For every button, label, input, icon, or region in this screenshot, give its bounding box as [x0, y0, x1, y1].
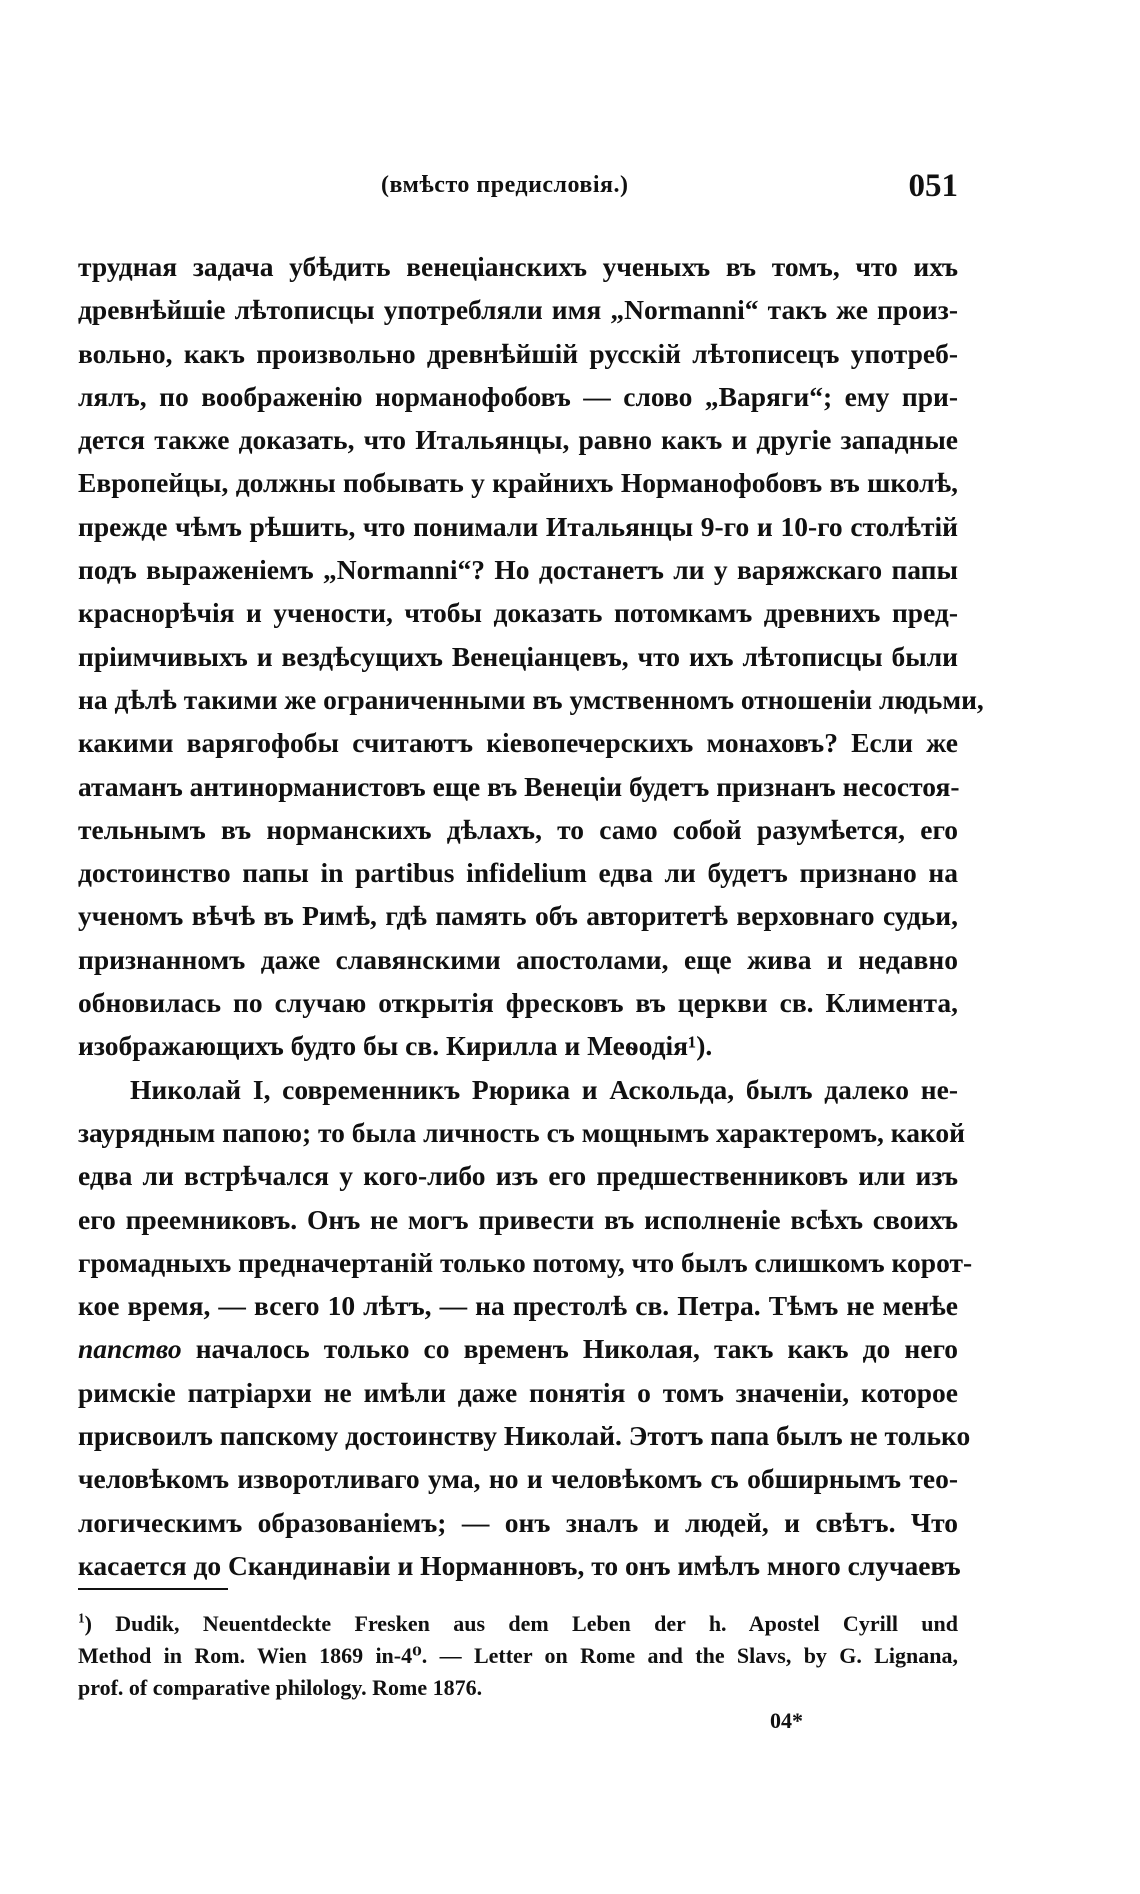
text-line: какими варягофобы считаютъ кіевопечерскихъ монаховъ? Если же: [78, 727, 958, 759]
text-line: [78, 1327, 958, 1370]
text-line: пріимчивыхъ и вездѣсущихъ Венеціанцевъ, что ихъ лѣтописцы были: [78, 640, 958, 672]
text-line: касается до Скандинавіи и Норманновъ, то онъ имѣлъ много случаевъ: [78, 1549, 961, 1581]
body-text: [78, 245, 984, 1587]
footnote-marker: 1: [78, 1610, 85, 1626]
text-line: Европейцы, должны побывать у крайнихъ Норманофобовъ въ школѣ,: [78, 467, 958, 499]
signature-mark: 04*: [770, 1708, 803, 1733]
text-line: ученомъ вѣчѣ въ Римѣ, гдѣ память объ авторитетѣ верховнаго судьи,: [78, 900, 958, 932]
text-line: тельнымъ въ норманскихъ дѣлахъ, то само собой разумѣется, его: [78, 813, 958, 845]
text-line: подъ выраженіемъ „Normanni“? Но достанетъ ли у варяжскаго папы: [78, 554, 958, 586]
footnote-line: prof. of comparative philology. Rome 1876.: [78, 1675, 483, 1700]
page-number: 051: [908, 168, 958, 204]
footnote-divider: [78, 1588, 228, 1590]
text-line: лялъ, по воображенію норманофобовъ — слово „Варяги“; ему при-: [78, 380, 958, 412]
text-run: началось только со временъ Николая, такъ какъ до него: [181, 1333, 958, 1365]
text-line: краснорѣчія и учености, чтобы доказать потомкамъ древнихъ пред-: [78, 597, 958, 629]
text-line: едва ли встрѣчался у кого-либо изъ его предшественниковъ или изъ: [78, 1160, 958, 1192]
paragraph-1: [78, 245, 984, 1068]
text-line: присвоилъ папскому достоинству Николай. Этотъ папа былъ не только: [78, 1420, 971, 1452]
text-line: его преемниковъ. Онъ не могъ привести въ исполненіе всѣхъ своихъ: [78, 1203, 958, 1235]
running-title: (вмѣсто предисловія.): [381, 172, 629, 198]
footnote-line: [78, 1608, 958, 1640]
text-line: древнѣйшіе лѣтописцы употребляли имя „Normanni“ такъ же произ-: [78, 294, 958, 326]
text-line: заурядным папою; то была личность съ мощнымъ характеромъ, какой: [78, 1116, 966, 1148]
text-line: логическимъ образованіемъ; — онъ зналъ и людей, и свѣтъ. Что: [78, 1506, 958, 1538]
paragraph-2: [78, 1068, 973, 1588]
italic-word: папство: [78, 1333, 182, 1365]
text-run: ) Dudik, Neuentdeckte Fresken aus dem Leben der h. Apostel Cyrill und: [84, 1611, 958, 1636]
footnote-line: Method in Rom. Wien 1869 in-4⁰. — Letter on Rome and the Slavs, by G. Lignana,: [78, 1643, 958, 1668]
text-line: человѣкомъ изворотливаго ума, но и человѣкомъ съ обширнымъ тео-: [78, 1463, 958, 1495]
text-line: достоинство папы in partibus infidelium едва ли будетъ признано на: [78, 857, 958, 889]
text-line: вольно, какъ произвольно древнѣйшій русскій лѣтописецъ употреб-: [78, 337, 958, 369]
text-line: на дѣлѣ такими же ограниченными въ умственномъ отношеніи людьми,: [78, 683, 984, 715]
text-line: дется также доказать, что Итальянцы, равно какъ и другіе западные: [78, 424, 958, 456]
text-line: изображающихъ будто бы св. Кирилла и Меѳодія¹).: [78, 1030, 713, 1062]
text-line: трудная задача убѣдить венеціанскихъ ученыхъ въ томъ, что ихъ: [78, 251, 958, 282]
running-head: [78, 168, 958, 212]
text-line: атаманъ антинорманистовъ еще въ Венеціи будетъ признанъ несостоя-: [78, 770, 960, 802]
text-line: громадныхъ предначертаній только потому, что былъ слишкомъ корот-: [78, 1246, 973, 1278]
text-line: Николай I, современникъ Рюрика и Аскольда, былъ далеко не-: [130, 1073, 958, 1105]
text-line: обновилась по случаю открытія фресковъ въ церкви св. Климента,: [78, 987, 958, 1019]
text-line: прежде чѣмъ рѣшить, что понимали Итальянцы 9-го и 10-го столѣтій: [78, 510, 958, 542]
text-line: римскіе патріархи не имѣли даже понятія о томъ значеніи, которое: [78, 1376, 958, 1408]
footnote: [78, 1608, 958, 1704]
text-line: кое время, — всего 10 лѣтъ, — на престолѣ св. Петра. Тѣмъ не менѣе: [78, 1290, 958, 1322]
text-line: признанномъ даже славянскими апостолами, еще жива и недавно: [78, 943, 958, 975]
